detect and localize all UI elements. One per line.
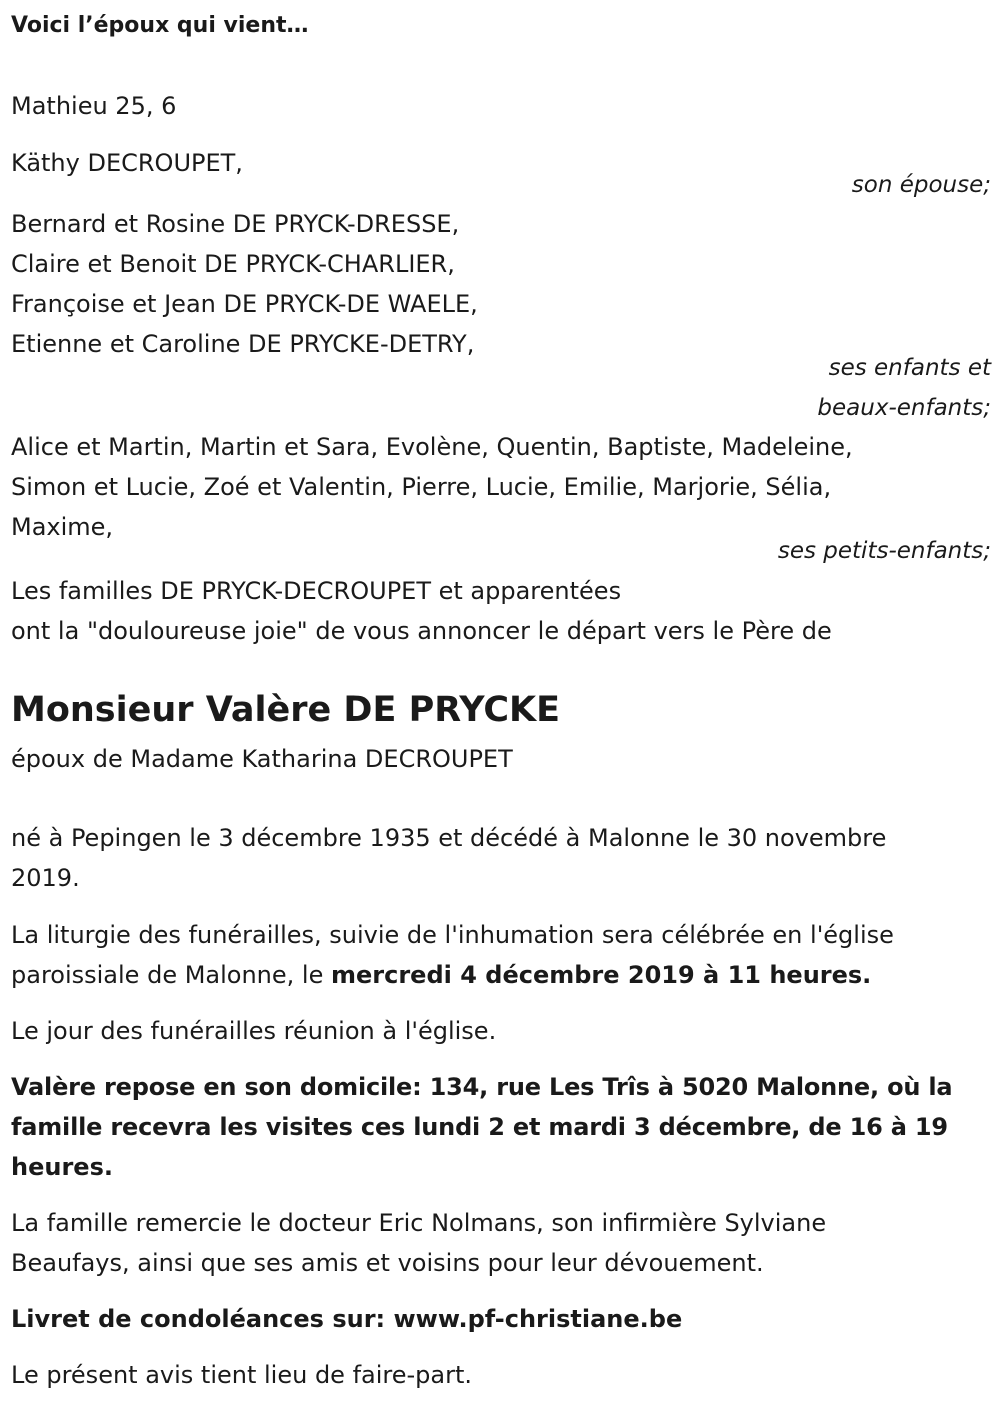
child-line-1: Bernard et Rosine DE PRYCK-DRESSE, <box>11 210 460 238</box>
closing-note: Le présent avis tient lieu de faire-part. <box>11 1361 473 1389</box>
families-line-1: Les familles DE PRYCK-DECROUPET et apparentées <box>11 577 622 605</box>
funeral-line-1: La liturgie des funérailles, suivie de l'inhumation sera célébrée en l'église <box>11 921 894 949</box>
grandchildren-role: ses petits-enfants; <box>777 538 991 564</box>
children-role-line1: ses enfants et <box>828 355 991 381</box>
deceased-life-line-2: 2019. <box>11 864 80 892</box>
child-line-4: Etienne et Caroline DE PRYCKE-DETRY, <box>11 330 475 358</box>
deceased-life-line-1: né à Pepingen le 3 décembre 1935 et décédé à Malonne le 30 novembre <box>11 824 887 852</box>
deceased-spouse: époux de Madame Katharina DECROUPET <box>11 745 513 773</box>
child-line-3: Françoise et Jean DE PRYCK-DE WAELE, <box>11 290 478 318</box>
wife-role: son épouse; <box>851 172 991 198</box>
funeral-reunion: Le jour des funérailles réunion à l'église. <box>11 1017 497 1045</box>
epigraph-text: Voici l’époux qui vient… <box>11 13 309 38</box>
funeral-date-time: mercredi 4 décembre 2019 à 11 heures. <box>330 961 872 989</box>
visitation-line-2: famille recevra les visites ces lundi 2 et mardi 3 décembre, de 16 à 19 <box>11 1113 948 1141</box>
epigraph-reference: Mathieu 25, 6 <box>11 92 177 120</box>
thanks-line-2: Beaufays, ainsi que ses amis et voisins pour leur dévouement. <box>11 1249 764 1277</box>
grandchildren-line-3: Maxime, <box>11 513 114 541</box>
families-line-2: ont la "douloureuse joie" de vous annoncer le départ vers le Père de <box>11 617 832 645</box>
visitation-line-3: heures. <box>11 1153 113 1181</box>
child-line-2: Claire et Benoit DE PRYCK-CHARLIER, <box>11 250 455 278</box>
thanks-line-1: La famille remercie le docteur Eric Nolmans, son infirmière Sylviane <box>11 1209 827 1237</box>
obituary-notice <box>11 0 991 1410</box>
condolences-link: Livret de condoléances sur: www.pf-christiane.be <box>11 1305 683 1333</box>
children-role-line2: beaux-enfants; <box>817 395 991 421</box>
visitation-line-1: Valère repose en son domicile: 134, rue Les Trîs à 5020 Malonne, où la <box>11 1073 953 1101</box>
wife-name: Käthy DECROUPET, <box>11 149 243 177</box>
funeral-line-2 <box>11 955 871 995</box>
deceased-name: Monsieur Valère DE PRYCKE <box>11 690 561 730</box>
funeral-line-2-text: paroissiale de Malonne, le <box>11 961 331 989</box>
grandchildren-line-1: Alice et Martin, Martin et Sara, Evolène, Quentin, Baptiste, Madeleine, <box>11 433 853 461</box>
grandchildren-line-2: Simon et Lucie, Zoé et Valentin, Pierre, Lucie, Emilie, Marjorie, Sélia, <box>11 473 832 501</box>
